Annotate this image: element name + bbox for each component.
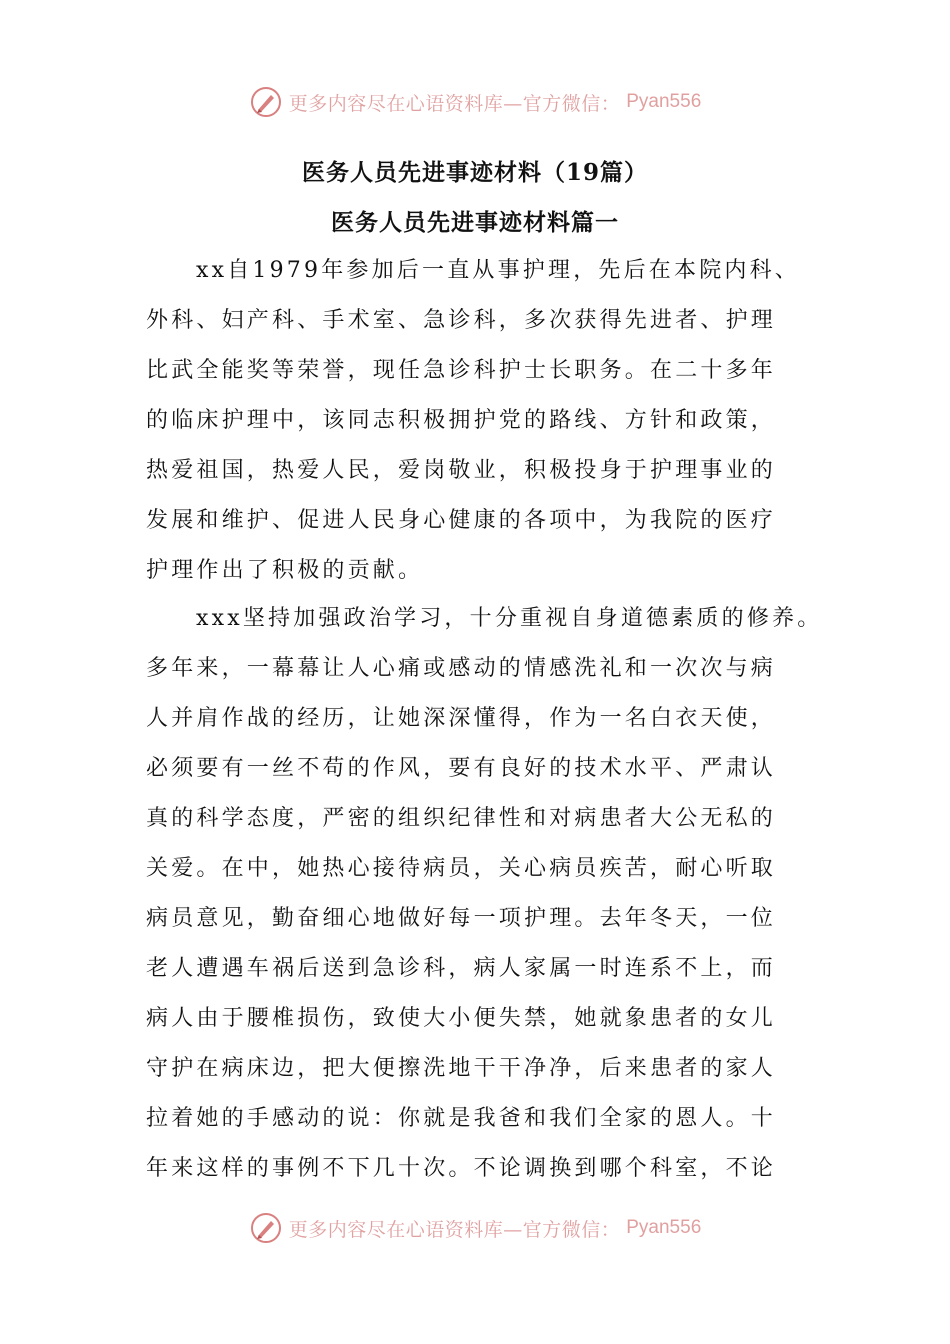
header-watermark-banner — [0, 82, 950, 122]
footer-watermark-text: 更多内容尽在心语资料库—官方微信： — [288, 1218, 621, 1241]
text-line: 老人遭遇车祸后送到急诊科，病人家属一时连系不上，而 — [146, 956, 777, 981]
header-watermark-text: 更多内容尽在心语资料库—官方微信： — [288, 92, 621, 115]
pen-logo-icon — [249, 85, 283, 119]
text-line: 病员意见，勤奋细心地做好每一项护理。去年冬天，一位 — [146, 906, 777, 931]
text-line: 病人由于腰椎损伤，致使大小便失禁，她就象患者的女儿 — [146, 1006, 777, 1031]
paragraph-2 — [146, 594, 823, 1194]
paragraph-1 — [146, 246, 816, 596]
text-line: 热爱祖国，热爱人民，爱岗敬业，积极投身于护理事业的 — [146, 458, 777, 483]
text-line: 真的科学态度，严密的组织纪律性和对病患者大公无私的 — [146, 806, 777, 831]
text-line: 必须要有一丝不苟的作风，要有良好的技术水平、严肃认 — [146, 756, 777, 781]
text-line: 人并肩作战的经历，让她深深懂得，作为一名白衣天使， — [146, 706, 777, 731]
text-line: xx自1979年参加后一直从事护理，先后在本院内科、 — [196, 258, 801, 283]
text-line: 护理作出了积极的贡献。 — [146, 558, 424, 583]
text-line: 关爱。在中，她热心接待病员，关心病员疾苦，耐心听取 — [146, 856, 777, 881]
text-line: 多年来，一幕幕让人心痛或感动的情感洗礼和一次次与病 — [146, 656, 777, 681]
document-subtitle: 医务人员先进事迹材料篇一 — [331, 209, 619, 236]
footer-watermark-banner — [0, 1208, 950, 1248]
footer-watermark-id: Pyan556 — [626, 1217, 702, 1238]
text-line: 拉着她的手感动的说：你就是我爸和我们全家的恩人。十 — [146, 1106, 777, 1131]
text-line: xxx坚持加强政治学习，十分重视自身道德素质的修养。 — [196, 606, 823, 631]
text-line: 守护在病床边，把大便擦洗地干干净净，后来患者的家人 — [146, 1056, 777, 1081]
header-watermark-id: Pyan556 — [626, 91, 702, 112]
pen-logo-icon — [249, 1211, 283, 1245]
text-line: 比武全能奖等荣誉，现任急诊科护士长职务。在二十多年 — [146, 358, 777, 383]
text-line: 外科、妇产科、手术室、急诊科，多次获得先进者、护理 — [146, 308, 777, 333]
text-line: 年来这样的事例不下几十次。不论调换到哪个科室，不论 — [146, 1156, 777, 1181]
text-line: 发展和维护、促进人民身心健康的各项中，为我院的医疗 — [146, 508, 777, 533]
document-title: 医务人员先进事迹材料（19篇） — [301, 159, 648, 186]
text-line: 的临床护理中，该同志积极拥护党的路线、方针和政策， — [146, 408, 777, 433]
